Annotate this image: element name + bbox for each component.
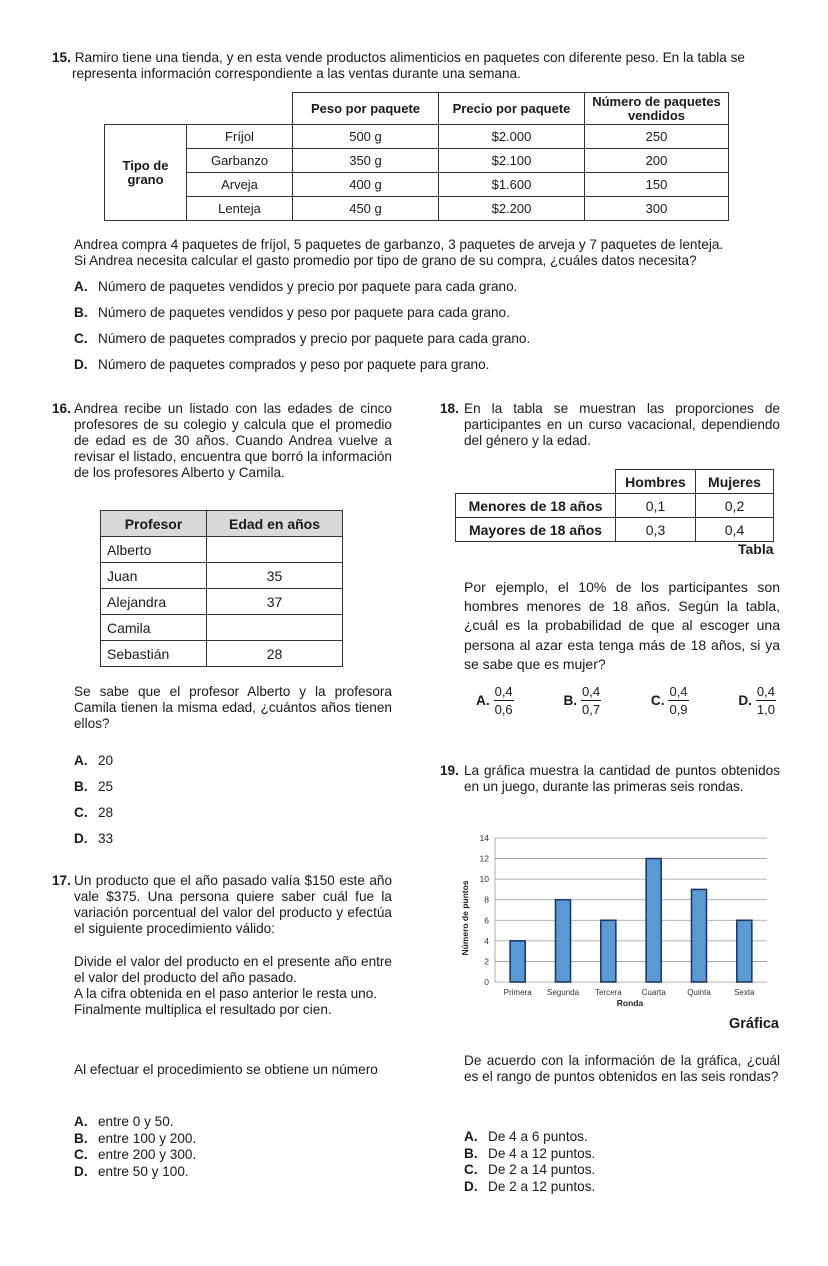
- option-text: 33: [98, 831, 114, 846]
- table-header-row: [101, 511, 343, 537]
- option-text: entre 100 y 200.: [98, 1130, 197, 1146]
- table-header-row: [456, 470, 774, 494]
- y-tick-label: 6: [484, 915, 489, 926]
- question-number: 17.: [52, 873, 71, 888]
- cell-mujeres: 0,4: [696, 518, 774, 542]
- y-tick-label: 4: [484, 935, 489, 946]
- table-row: [105, 173, 729, 197]
- context-text: Andrea compra 4 paquetes de fríjol, 5 paquetes de garbanzo, 3 paquetes de arveja y 7 paquetes de lenteja.: [74, 237, 724, 252]
- option-text: Número de paquetes vendidos y precio por paquete para cada grano.: [98, 279, 518, 294]
- denominator: 1,0: [756, 702, 775, 717]
- stem-text: En la tabla se muestran las proporciones de participantes en un curso vacacional, dependiendo del género y la edad.: [464, 401, 780, 448]
- header-profesor: Profesor: [101, 511, 207, 537]
- x-axis-label: Ronda: [616, 998, 644, 1008]
- question-number: 18.: [440, 401, 459, 416]
- option-text: entre 200 y 300.: [98, 1147, 197, 1162]
- stem-text: Andrea recibe un listado con las edades de cinco profesores de su colegio y calcula que el promedio de edad es de 30 años. Cuando Andrea vuelve a revisar el listado, encuentra que borró la información de los profesores Alberto y Camila.: [74, 401, 392, 480]
- denominator: 0,6: [494, 702, 513, 717]
- teacher-ages-table: [100, 510, 343, 667]
- option-label: B.: [74, 305, 88, 320]
- table-row: [101, 537, 343, 563]
- option-label: A.: [74, 753, 88, 768]
- option-a[interactable]: [464, 1129, 595, 1146]
- question-18: [440, 401, 780, 449]
- cell-vendidos: 200: [585, 149, 729, 173]
- question-17: [52, 873, 392, 1018]
- option-label: D.: [74, 831, 88, 846]
- cell-edad: 35: [207, 563, 343, 589]
- option-b[interactable]: [563, 684, 601, 717]
- question-text: Si Andrea necesita calcular el gasto promedio por tipo de grano de su compra, ¿cuáles datos necesita?: [74, 253, 697, 268]
- cell-grano: Fríjol: [187, 125, 293, 149]
- cell-precio: $2.100: [439, 149, 585, 173]
- question-16-text: Se sabe que el profesor Alberto y la profesora Camila tienen la misma edad, ¿cuántos años tienen ellos?: [74, 684, 392, 731]
- denominator: 0,9: [669, 702, 688, 717]
- cell-mujeres: 0,2: [696, 494, 774, 518]
- table-row: [101, 641, 343, 667]
- y-axis-label: Número de puntos: [460, 880, 470, 956]
- header-peso: Peso por paquete: [293, 93, 439, 125]
- table-row: [105, 125, 729, 149]
- question-18-options: [476, 684, 776, 717]
- option-text: Número de paquetes comprados y precio por paquete para cada grano.: [98, 331, 531, 346]
- cell-profesor: Juan: [101, 563, 207, 589]
- question-15-stem: [52, 50, 792, 82]
- bar-quinta: [692, 889, 707, 982]
- table-row: [105, 197, 729, 221]
- cell-peso: 500 g: [293, 125, 439, 149]
- stem-text: La gráfica muestra la cantidad de puntos obtenidos en un juego, durante las primeras seis rondas.: [464, 763, 780, 794]
- option-label: C.: [74, 331, 88, 346]
- option-c[interactable]: [651, 684, 689, 717]
- bar-chart-svg: [455, 830, 785, 1015]
- question-19-options: [464, 1129, 595, 1195]
- table-row: [101, 615, 343, 641]
- cell-hombres: 0,1: [616, 494, 696, 518]
- cell-grano: Lenteja: [187, 197, 293, 221]
- option-b[interactable]: [74, 779, 113, 805]
- cell-profesor: Alberto: [101, 537, 207, 563]
- bar-segunda: [556, 900, 571, 982]
- cell-vendidos: 300: [585, 197, 729, 221]
- option-text: Número de paquetes vendidos y peso por paquete para cada grano.: [98, 305, 510, 320]
- option-text: 20: [98, 753, 114, 768]
- option-label: A.: [476, 692, 490, 708]
- option-d[interactable]: [74, 357, 794, 383]
- numerator: 0,4: [669, 684, 688, 699]
- option-a[interactable]: [476, 684, 514, 717]
- x-tick-label: Sexta: [734, 988, 755, 997]
- question-15: [52, 50, 792, 82]
- grain-sales-table: [104, 92, 729, 221]
- cell-vendidos: 250: [585, 125, 729, 149]
- question-19-text: De acuerdo con la información de la gráfica, ¿cuál es el rango de puntos obtenidos en las seis rondas?: [464, 1053, 780, 1084]
- proportions-table: [455, 469, 774, 542]
- option-text: 25: [98, 779, 114, 794]
- question-17-text: Al efectuar el procedimiento se obtiene un número: [74, 1062, 378, 1077]
- question-18-text: Por ejemplo, el 10% de los participantes son hombres menores de 18 años. Según la tabla, ¿cuál es la probabilidad de que al escoger una persona al azar esta tenga más de 18 años, si ya se sabe que es mujer?: [464, 579, 780, 672]
- header-precio: Precio por paquete: [439, 93, 585, 125]
- row-group-label: Tipo de grano: [105, 125, 187, 221]
- option-label: B.: [464, 1145, 478, 1161]
- option-d[interactable]: [464, 1179, 595, 1196]
- option-b[interactable]: [74, 1131, 196, 1148]
- row-label: Mayores de 18 años: [456, 518, 616, 542]
- y-axis-ticks: [480, 833, 490, 987]
- y-tick-label: 0: [484, 977, 489, 987]
- question-16: [52, 401, 392, 481]
- numerator: 0,4: [494, 684, 513, 699]
- option-text: entre 50 y 100.: [98, 1163, 189, 1179]
- header-hombres: Hombres: [616, 470, 696, 494]
- option-label: D.: [738, 692, 752, 708]
- option-b[interactable]: [74, 305, 794, 331]
- cell-precio: $1.600: [439, 173, 585, 197]
- x-tick-label: Cuarta: [641, 988, 666, 997]
- cell-hombres: 0,3: [616, 518, 696, 542]
- cell-peso: 350 g: [293, 149, 439, 173]
- header-vendidos: Número de paquetes vendidos: [585, 93, 729, 125]
- question-number: 15.: [52, 50, 71, 65]
- stem-text: Un producto que el año pasado valía $150 este año vale $375. Una persona quiere saber cuál fue la variación porcentual del valor del producto y efectúa el siguiente procedimiento válido:: [74, 873, 392, 936]
- option-text: entre 0 y 50.: [98, 1114, 174, 1129]
- x-tick-label: Segunda: [546, 988, 580, 997]
- option-label: A.: [74, 279, 88, 294]
- option-text: De 4 a 12 puntos.: [488, 1145, 596, 1161]
- options-list: [74, 279, 794, 383]
- y-tick-label: 12: [479, 853, 489, 864]
- cell-edad: 37: [207, 589, 343, 615]
- option-text: De 2 a 12 puntos.: [488, 1178, 596, 1194]
- x-tick-label: Primera: [503, 988, 532, 997]
- y-tick-label: 2: [484, 956, 489, 967]
- option-a[interactable]: [74, 279, 794, 305]
- cell-profesor: Camila: [101, 615, 207, 641]
- y-tick-label: 8: [484, 894, 489, 905]
- option-label: C.: [74, 805, 88, 820]
- numerator: 0,4: [582, 684, 601, 699]
- option-a[interactable]: [74, 1114, 196, 1131]
- procedure-step: A la cifra obtenida en el paso anterior le resta uno.: [74, 986, 378, 1001]
- fraction: [668, 684, 688, 717]
- header-edad: Edad en años: [207, 511, 343, 537]
- cell-profesor: Alejandra: [101, 589, 207, 615]
- option-d[interactable]: [74, 1164, 196, 1181]
- option-label: D.: [74, 1163, 88, 1179]
- row-label: Menores de 18 años: [456, 494, 616, 518]
- fraction: [756, 684, 776, 717]
- cell-edad: 28: [207, 641, 343, 667]
- x-tick-label: Tercera: [594, 988, 622, 997]
- cell-precio: $2.000: [439, 125, 585, 149]
- option-c[interactable]: [74, 805, 113, 831]
- option-text: De 4 a 6 puntos.: [488, 1129, 588, 1144]
- cell-grano: Arveja: [187, 173, 293, 197]
- table-row: [456, 494, 774, 518]
- question-16-options: [74, 753, 113, 857]
- question-15-body: [74, 237, 794, 383]
- numerator: 0,4: [756, 684, 775, 699]
- y-tick-label: 10: [479, 874, 489, 885]
- option-d[interactable]: [738, 684, 776, 717]
- option-d[interactable]: [74, 831, 113, 857]
- option-label: C.: [650, 692, 665, 708]
- cell-vendidos: 150: [585, 173, 729, 197]
- table-row: [456, 518, 774, 542]
- option-c[interactable]: [74, 331, 794, 357]
- option-text: Número de paquetes comprados y peso por paquete para grano.: [98, 357, 490, 372]
- question-number: 19.: [440, 763, 459, 778]
- option-label: B.: [563, 692, 578, 708]
- option-text: De 2 a 14 puntos.: [488, 1162, 596, 1177]
- option-b[interactable]: [464, 1146, 595, 1163]
- option-label: B.: [74, 779, 88, 794]
- question-number: 16.: [52, 401, 71, 416]
- denominator: 0,7: [582, 702, 601, 717]
- question-17-options: [74, 1114, 196, 1180]
- cell-edad: [207, 537, 343, 563]
- stem-text: Ramiro tiene una tienda, y en esta vende productos alimenticios en paquetes con diferente peso. En la tabla se representa información correspondiente a las ventas durante una semana.: [72, 50, 745, 81]
- cell-peso: 450 g: [293, 197, 439, 221]
- option-label: D.: [464, 1178, 478, 1194]
- table-caption: Tabla: [738, 541, 774, 557]
- procedure-step: Divide el valor del producto en el presente año entre el valor del producto del año pasado.: [74, 954, 392, 985]
- fraction: [494, 684, 514, 717]
- header-mujeres: Mujeres: [696, 470, 774, 494]
- cell-edad: [207, 615, 343, 641]
- table-row: [101, 589, 343, 615]
- y-tick-label: 14: [479, 833, 489, 843]
- option-text: 28: [98, 805, 114, 820]
- option-label: B.: [74, 1130, 88, 1146]
- table-row: [101, 563, 343, 589]
- question-19: [440, 763, 780, 795]
- cell-peso: 400 g: [293, 173, 439, 197]
- procedure-steps: [52, 954, 392, 1018]
- table-header-row: [105, 93, 729, 125]
- chart-gridlines: [495, 838, 767, 982]
- option-label: A.: [464, 1129, 478, 1144]
- option-label: C.: [74, 1147, 88, 1162]
- bar-primera: [510, 941, 525, 982]
- cell-precio: $2.200: [439, 197, 585, 221]
- table-row: [105, 149, 729, 173]
- x-axis-ticks: [504, 988, 755, 997]
- chart-caption: Gráfica: [729, 1016, 779, 1032]
- option-label: D.: [74, 357, 88, 372]
- fraction: [581, 684, 601, 717]
- bar-cuarta: [646, 859, 661, 982]
- bar-tercera: [601, 920, 616, 982]
- option-label: A.: [74, 1114, 88, 1129]
- option-a[interactable]: [74, 753, 113, 779]
- cell-profesor: Sebastián: [101, 641, 207, 667]
- cell-grano: Garbanzo: [187, 149, 293, 173]
- bar-sexta: [737, 920, 752, 982]
- option-c[interactable]: [74, 1147, 196, 1164]
- option-label: C.: [464, 1162, 478, 1177]
- x-tick-label: Quinta: [687, 988, 711, 997]
- procedure-step: Finalmente multiplica el resultado por cien.: [74, 1002, 332, 1017]
- option-c[interactable]: [464, 1162, 595, 1179]
- points-bar-chart: [455, 830, 785, 1015]
